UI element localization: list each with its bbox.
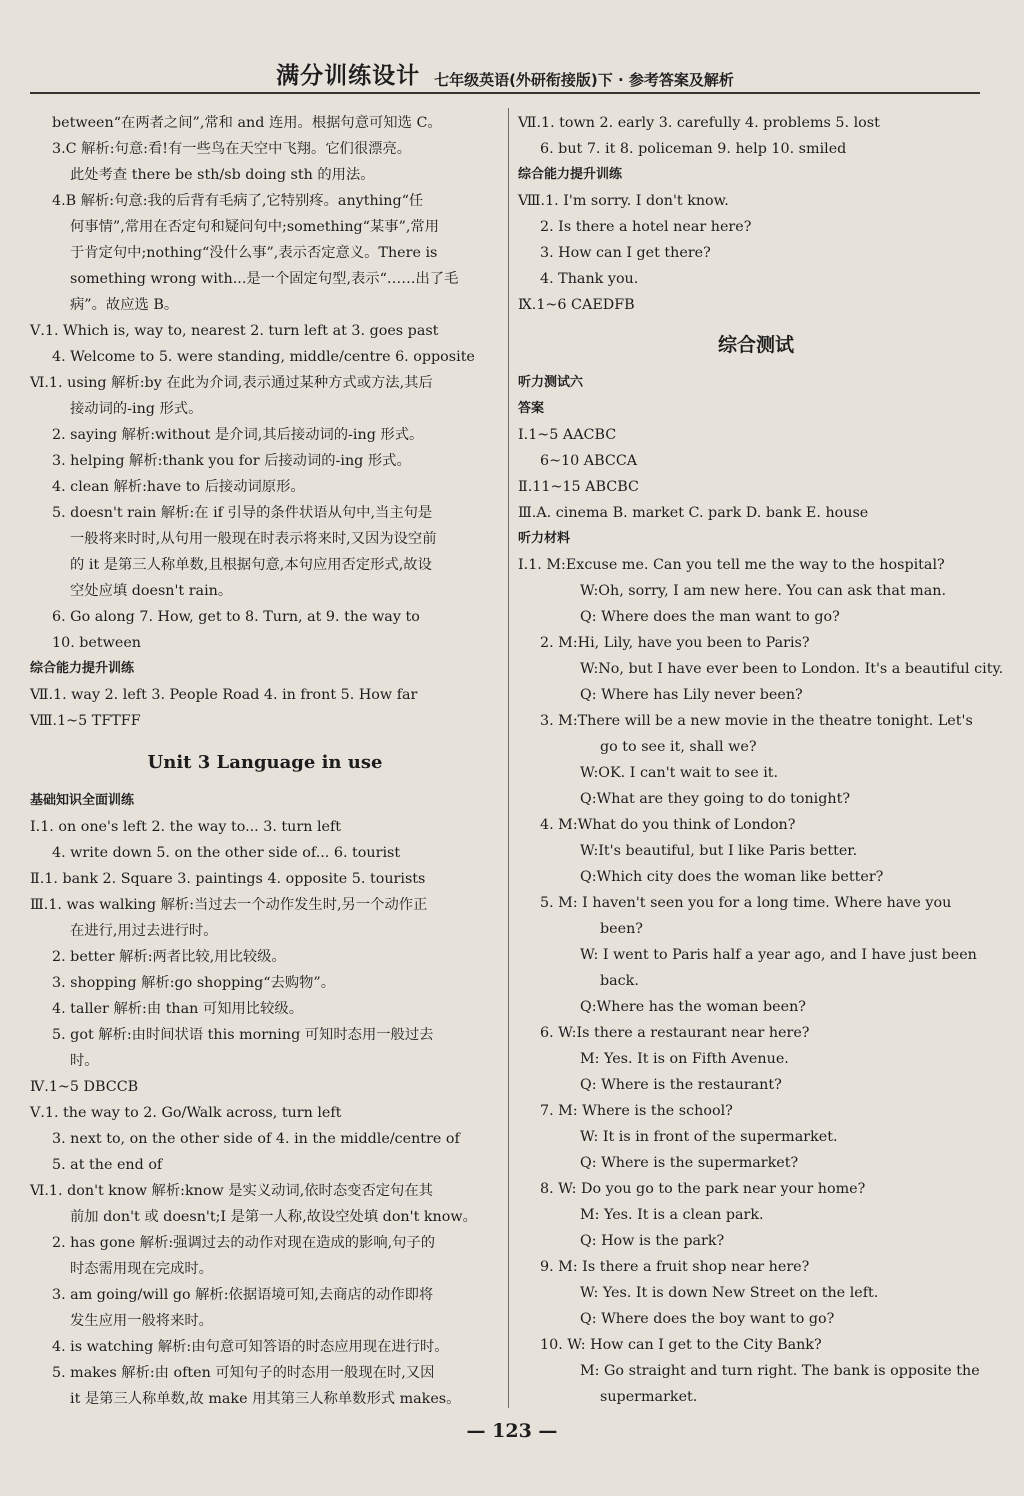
text-line: 10. between [52, 635, 142, 651]
text-line: go to see it, shall we? [600, 739, 757, 755]
section-heading: 基础知识全面训练 [30, 793, 135, 808]
text-line: Ⅵ.1. using 解析:by 在此为介词,表示通过某种方式或方法,其后 [30, 375, 433, 391]
text-line: 6. but 7. it 8. policeman 9. help 10. smiled [540, 141, 847, 157]
text-line: 6. W:Is there a restaurant near here? [540, 1025, 810, 1041]
text-line: Ⅸ.1~6 CAEDFB [518, 297, 635, 313]
text-line: 2. saying 解析:without 是介词,其后接动词的-ing 形式。 [52, 427, 424, 443]
text-line: Q: How is the park? [580, 1233, 725, 1249]
column-divider [508, 108, 509, 1408]
section-heading: 综合能力提升训练 [30, 661, 135, 676]
book-brand: 满分训练设计 [276, 63, 421, 89]
text-line: Ⅰ.1. on one's left 2. the way to... 3. turn left [30, 819, 342, 835]
text-line: 3. M:There will be a new movie in the theatre tonight. Let's [540, 713, 973, 729]
text-line: supermarket. [600, 1389, 698, 1405]
page-number: — 123 — [466, 1420, 558, 1442]
text-line: Ⅷ.1. I'm sorry. I don't know. [518, 193, 729, 209]
left-column [30, 110, 500, 1412]
text-line: 空处应填 doesn't rain。 [70, 583, 233, 599]
text-line: Ⅰ.1. M:Excuse me. Can you tell me the way to the hospital? [518, 557, 945, 573]
text-line: 6. Go along 7. How, get to 8. Turn, at 9. the way to [52, 609, 420, 625]
text-line: 5. makes 解析:由 often 可知句子的时态用一般现在时,又因 [52, 1365, 435, 1381]
text-line: 3. How can I get there? [540, 245, 711, 261]
text-line: 4. Thank you. [540, 271, 639, 287]
text-line: W: Yes. It is down New Street on the left. [580, 1285, 879, 1301]
text-line: 8. W: Do you go to the park near your home? [540, 1181, 866, 1197]
text-line: Ⅲ.1. was walking 解析:当过去一个动作发生时,另一个动作正 [30, 897, 428, 913]
text-line: Q: Where is the restaurant? [580, 1077, 782, 1093]
text-line: 4. Welcome to 5. were standing, middle/centre 6. opposite [52, 349, 475, 365]
text-line: 6~10 ABCCA [540, 453, 638, 469]
text-line: Q:Which city does the woman like better? [580, 869, 884, 885]
text-line: 发生应用一般将来时。 [70, 1313, 213, 1329]
right-column [518, 110, 1004, 1410]
text-line: 3. shopping 解析:go shopping“去购物”。 [52, 975, 336, 991]
text-line: Ⅵ.1. don't know 解析:know 是实义动词,依时态变否定句在其 [30, 1183, 433, 1199]
text-line: 2. has gone 解析:强调过去的动作对现在造成的影响,句子的 [52, 1235, 436, 1251]
text-line: Ⅰ.1~5 AACBC [518, 427, 617, 443]
text-line: Q:What are they going to do tonight? [580, 791, 850, 807]
text-line: 病”。故应选 B。 [70, 297, 179, 313]
section-heading: 听力材料 [518, 531, 571, 546]
text-line: been? [600, 921, 643, 937]
text-line: 4. write down 5. on the other side of... 6. tourist [52, 845, 401, 861]
book-subtitle: 七年级英语(外研衔接版)下 · 参考答案及解析 [434, 71, 734, 89]
text-line: 7. M: Where is the school? [540, 1103, 733, 1119]
text-line: M: Yes. It is on Fifth Avenue. [580, 1051, 789, 1067]
test-title: 综合测试 [717, 334, 794, 356]
text-line: Ⅷ.1~5 TFTFF [30, 713, 141, 729]
text-line: 一般将来时时,从句用一般现在时表示将来时,又因为设空前 [70, 531, 437, 547]
text-line: Ⅱ.11~15 ABCBC [518, 479, 639, 495]
text-line: 4. is watching 解析:由句意可知答语的时态应用现在进行时。 [52, 1339, 449, 1355]
text-line: W:OK. I can't wait to see it. [580, 765, 779, 781]
text-line: W: I went to Paris half a year ago, and I have just been [580, 947, 977, 963]
text-line: 的 it 是第三人称单数,且根据句意,本句应用否定形式,故设 [70, 557, 432, 573]
text-line: 2. Is there a hotel near here? [540, 219, 752, 235]
text-line: 2. M:Hi, Lily, have you been to Paris? [540, 635, 810, 651]
unit-title: Unit 3 Language in use [147, 752, 383, 773]
text-line: 时。 [70, 1053, 99, 1069]
section-heading: 综合能力提升训练 [518, 167, 623, 182]
text-line: 4. M:What do you think of London? [540, 817, 796, 833]
text-line: 10. W: How can I get to the City Bank? [540, 1337, 822, 1353]
text-line: W: It is in front of the supermarket. [580, 1129, 838, 1145]
text-line: M: Yes. It is a clean park. [580, 1207, 764, 1223]
text-line: it 是第三人称单数,故 make 用其第三人称单数形式 makes。 [70, 1391, 461, 1407]
text-line: 4. taller 解析:由 than 可知用比较级。 [52, 1001, 303, 1017]
text-line: W:It's beautiful, but I like Paris better. [580, 843, 858, 859]
text-line: Ⅱ.1. bank 2. Square 3. paintings 4. opposite 5. tourists [30, 871, 426, 887]
text-line: Q: Where does the boy want to go? [580, 1311, 835, 1327]
text-line: Q: Where is the supermarket? [580, 1155, 799, 1171]
text-line: 于肯定句中;nothing“没什么事”,表示否定意义。There is [70, 245, 438, 261]
text-line: M: Go straight and turn right. The bank is opposite the [580, 1363, 980, 1379]
text-line: 接动词的-ing 形式。 [70, 401, 203, 417]
text-line: 3.C 解析:句意:看!有一些鸟在天空中飞翔。它们很漂亮。 [52, 141, 412, 157]
text-line: 5. M: I haven't seen you for a long time. Where have you [540, 895, 952, 911]
text-line: Ⅶ.1. town 2. early 3. carefully 4. problems 5. lost [518, 115, 880, 131]
text-line: 3. am going/will go 解析:依据语境可知,去商店的动作即将 [52, 1287, 434, 1303]
text-line: 5. got 解析:由时间状语 this morning 可知时态用一般过去 [52, 1027, 434, 1043]
text-line: 4.B 解析:句意:我的后背有毛病了,它特别疼。anything“任 [52, 193, 424, 209]
text-line: 何事情”,常用在否定句和疑问句中;something“某事”,常用 [70, 219, 440, 235]
text-line: 3. next to, on the other side of 4. in the middle/centre of [52, 1131, 460, 1147]
text-line: 4. clean 解析:have to 后接动词原形。 [52, 479, 305, 495]
text-line: 前加 don't 或 doesn't;I 是第一人称,故设空处填 don't know。 [70, 1209, 477, 1225]
text-line: back. [600, 973, 639, 989]
text-line: 3. helping 解析:thank you for 后接动词的-ing 形式。 [52, 453, 411, 469]
text-line: 5. doesn't rain 解析:在 if 引导的条件状语从句中,当主句是 [52, 505, 433, 521]
text-line: Ⅲ.A. cinema B. market C. park D. bank E. house [518, 505, 869, 521]
text-line: Ⅴ.1. Which is, way to, nearest 2. turn left at 3. goes past [30, 323, 439, 339]
page-header [30, 54, 980, 94]
text-line: 此处考查 there be sth/sb doing sth 的用法。 [70, 167, 375, 183]
text-line: Q: Where does the man want to go? [580, 609, 840, 625]
text-line: Ⅴ.1. the way to 2. Go/Walk across, turn left [30, 1105, 342, 1121]
text-line: 9. M: Is there a fruit shop near here? [540, 1259, 810, 1275]
text-line: 5. at the end of [52, 1157, 163, 1173]
text-line: Q:Where has the woman been? [580, 999, 806, 1015]
text-line: 时态需用现在完成时。 [70, 1261, 213, 1277]
text-line: W:Oh, sorry, I am new here. You can ask that man. [580, 583, 946, 599]
text-line: between“在两者之间”,常和 and 连用。根据句意可知选 C。 [52, 115, 442, 131]
text-line: W:No, but I have ever been to London. It's a beautiful city. [580, 661, 1004, 677]
text-line: 在进行,用过去进行时。 [70, 923, 218, 939]
text-line: Ⅶ.1. way 2. left 3. People Road 4. in front 5. How far [30, 687, 418, 703]
text-line: 2. better 解析:两者比较,用比较级。 [52, 949, 286, 965]
section-heading: 听力测试六 [518, 375, 584, 390]
text-line: something wrong with...是一个固定句型,表示“……出了毛 [70, 271, 459, 287]
section-heading: 答案 [518, 401, 545, 416]
text-line: Ⅳ.1~5 DBCCB [30, 1079, 139, 1095]
text-line: Q: Where has Lily never been? [580, 687, 803, 703]
